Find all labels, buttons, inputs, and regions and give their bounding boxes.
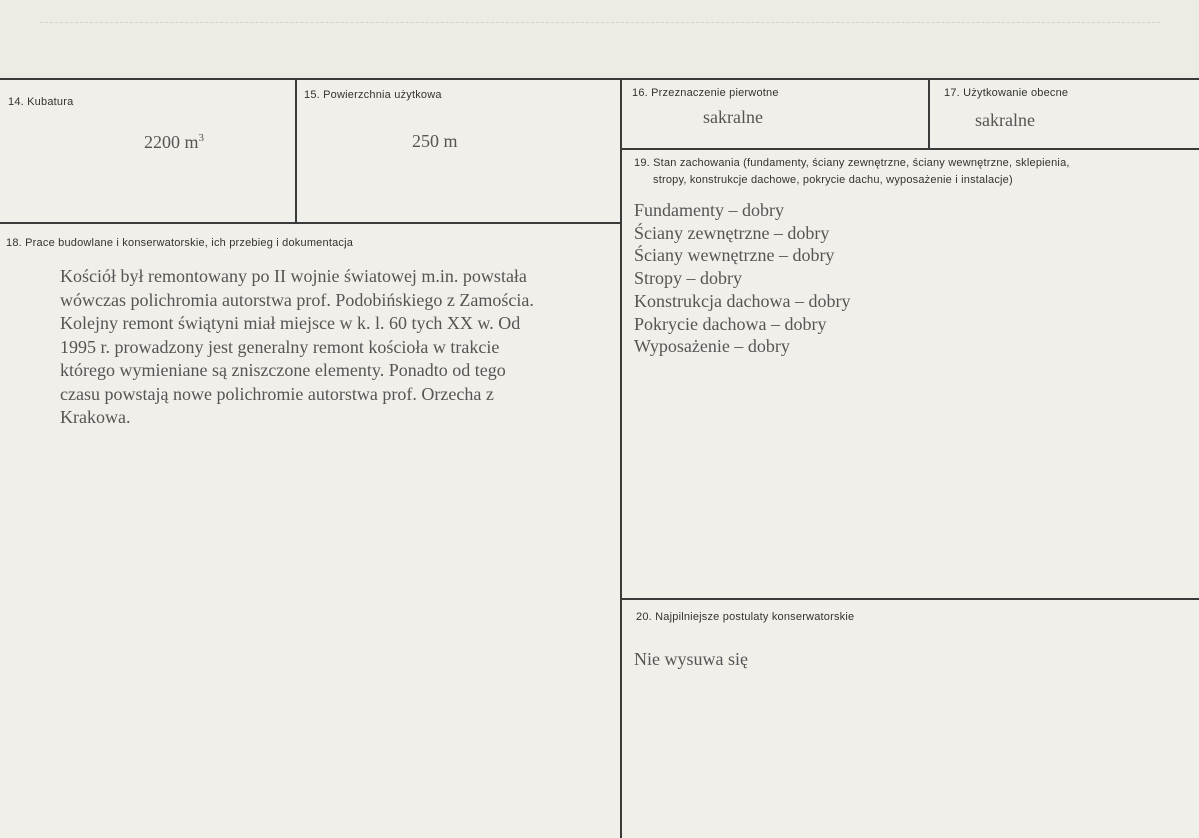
field-17-label: 17. Użytkowanie obecne bbox=[944, 87, 1069, 99]
text-line: czasu powstają nowe polichromie autorstwa prof. Orzecha z bbox=[60, 383, 494, 404]
list-item: Fundamenty – dobry bbox=[634, 200, 784, 220]
field-19-label-line1: 19. Stan zachowania (fundamenty, ściany zewnętrzne, ściany wewnętrzne, sklepienia, bbox=[634, 157, 1070, 169]
field-18-label: 18. Prace budowlane i konserwatorskie, ich przebieg i dokumentacja bbox=[6, 237, 354, 249]
text-line: wówczas polichromia autorstwa prof. Podobińskiego z Zamościa. bbox=[60, 289, 534, 310]
top-margin bbox=[0, 0, 1199, 78]
field-14-value bbox=[144, 132, 204, 153]
list-item: Wyposażenie – dobry bbox=[634, 336, 790, 357]
text-line: 1995 r. prowadzony jest generalny remont kościoła w trakcie bbox=[60, 336, 500, 357]
list-item: Ściany zewnętrzne – dobry bbox=[634, 222, 830, 243]
field-19-list bbox=[634, 199, 850, 358]
row-20-top-border bbox=[621, 598, 1199, 600]
field-20-label: 20. Najpilniejsze postulaty konserwatorskie bbox=[636, 611, 855, 623]
row-18-top-border bbox=[0, 222, 622, 224]
text-line: Kolejny remont świątyni miał miejsce w k. l. 60 tych XX w. Od bbox=[60, 313, 521, 333]
list-item: Pokrycie dachowa – dobry bbox=[634, 313, 827, 334]
kubatura-exponent: 3 bbox=[198, 132, 205, 144]
field-17-value: sakralne bbox=[975, 110, 1035, 130]
field-16-value: sakralne bbox=[703, 107, 763, 127]
divider-16-17 bbox=[928, 79, 930, 149]
row-19-top-border bbox=[621, 148, 1199, 150]
field-15-value: 250 m bbox=[412, 131, 458, 151]
field-18-text bbox=[60, 265, 615, 430]
list-item: Stropy – dobry bbox=[634, 268, 742, 289]
faint-rule bbox=[40, 22, 1160, 23]
center-divider bbox=[620, 79, 622, 838]
field-16-label: 16. Przeznaczenie pierwotne bbox=[632, 87, 779, 99]
divider-14-15 bbox=[295, 79, 297, 223]
text-line: którego wymieniane są zniszczone elementy. Ponadto od tego bbox=[60, 360, 506, 380]
field-19-label-line2: stropy, konstrukcje dachowe, pokrycie dachu, wyposażenie i instalacje) bbox=[653, 174, 1013, 186]
kubatura-number: 2200 m bbox=[144, 132, 199, 152]
field-14-label: 14. Kubatura bbox=[8, 96, 74, 108]
field-20-value: Nie wysuwa się bbox=[634, 649, 748, 669]
row-top-border bbox=[0, 78, 1199, 80]
list-item: Konstrukcja dachowa – dobry bbox=[634, 290, 851, 311]
text-line: Krakowa. bbox=[60, 407, 131, 427]
text-line: Kościół był remontowany po II wojnie światowej m.in. powstała bbox=[60, 266, 527, 286]
field-15-label: 15. Powierzchnia użytkowa bbox=[304, 89, 442, 101]
list-item: Ściany wewnętrzne – dobry bbox=[634, 245, 835, 266]
